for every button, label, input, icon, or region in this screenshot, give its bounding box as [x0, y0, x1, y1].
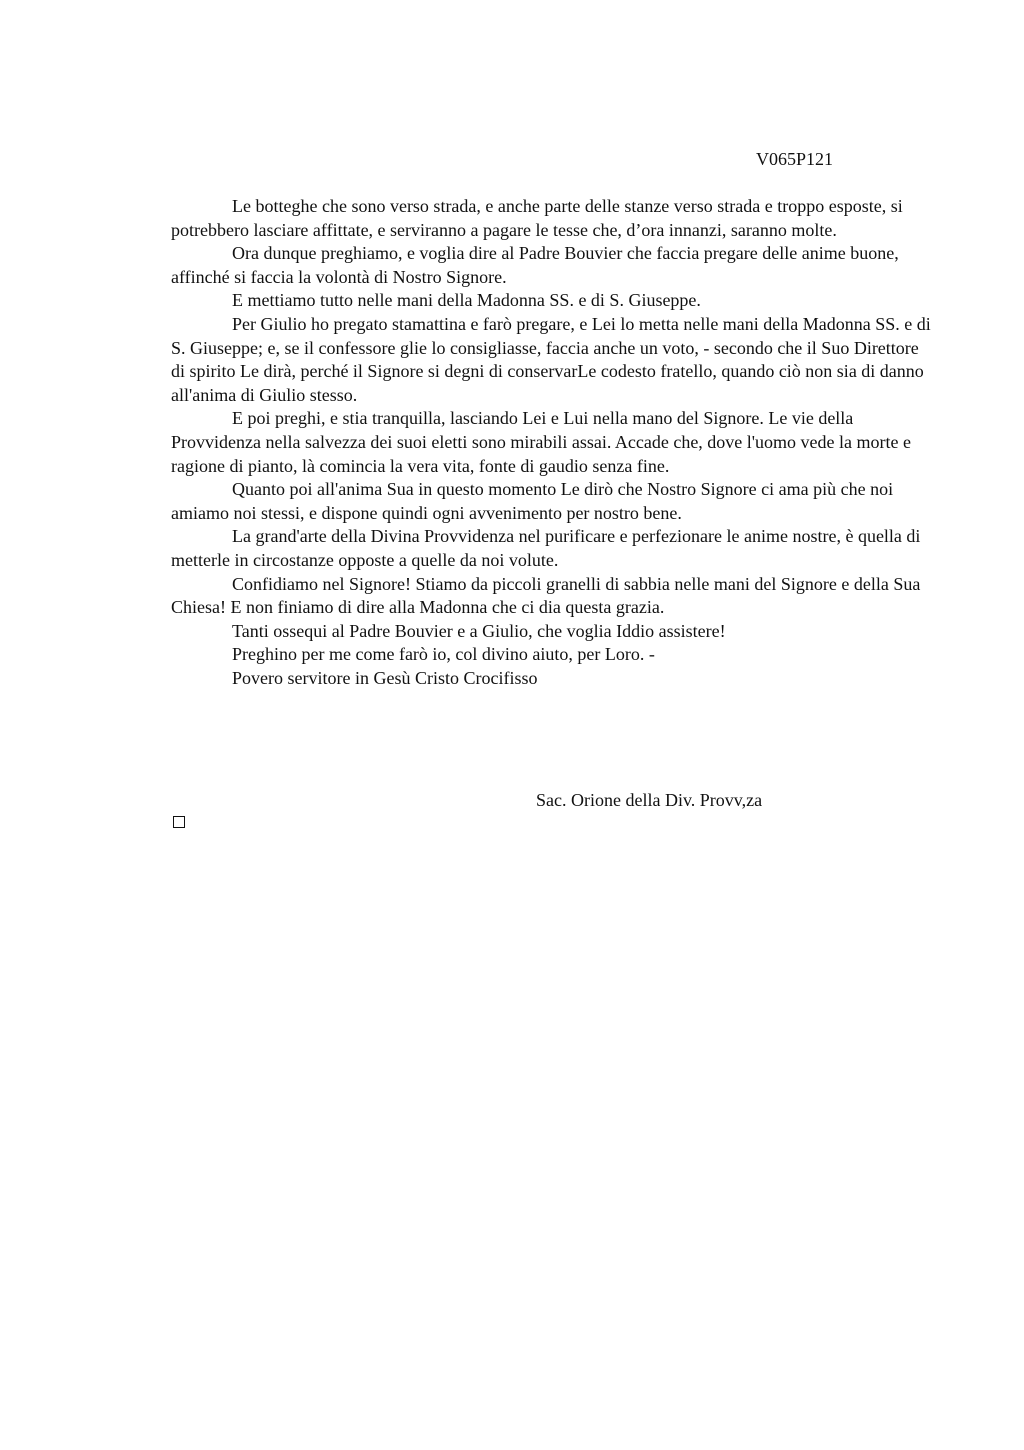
paragraph: Confidiamo nel Signore! Stiamo da piccoli granelli di sabbia nelle mani del Signore e della Sua Chiesa! E non finiamo di dire alla Madonna che ci dia questa grazia.: [171, 573, 921, 618]
paragraph: Le botteghe che sono verso strada, e anche parte delle stanze verso strada e troppo esposte, si potrebbero lasciare affittate, e serviranno a pagare le tesse che, d’ora innanzi, saranno molte.: [171, 196, 903, 240]
paragraph: Ora dunque preghiamo, e voglia dire al Padre Bouvier che faccia pregare delle anime buone, affinché si faccia la volontà di Nostro Signore.: [171, 243, 899, 287]
paragraph: Tanti ossequi al Padre Bouvier e a Giulio, che voglia Iddio assistere!: [232, 620, 726, 641]
letter-body: [171, 195, 931, 690]
paragraph: E mettiamo tutto nelle mani della Madonna SS. e di S. Giuseppe.: [232, 290, 701, 311]
paragraph: Quanto poi all'anima Sua in questo momento Le dirò che Nostro Signore ci ama più che noi amiamo noi stessi, e dispone quindi ogni avvenimento per nostro bene.: [171, 479, 894, 523]
paragraph: La grand'arte della Divina Provvidenza nel purificare e perfezionare le anime nostre, è quella di metterle in circostanze opposte a quelle da noi volute.: [171, 526, 921, 570]
closing-line: Povero servitore in Gesù Cristo Crocifisso: [232, 667, 538, 688]
signature: Sac. Orione della Div. Provv,za: [536, 790, 763, 810]
page-reference: V065P121: [756, 149, 834, 169]
paragraph: Per Giulio ho pregato stamattina e farò pregare, e Lei lo metta nelle mani della Madonna SS. e di S. Giuseppe; e, se il confessore glie lo consigliasse, faccia anche un voto, - secondo che il Suo Direttore di spirito Le dirà, perché il Signore si degni di conservarLe codesto fratello, quando ciò non sia di danno all'anima di Giulio stesso.: [171, 313, 931, 405]
empty-square-icon: [173, 816, 185, 828]
paragraph: E poi preghi, e stia tranquilla, lasciando Lei e Lui nella mano del Signore. Le vie della Provvidenza nella salvezza dei suoi eletti sono mirabili assai. Accade che, dove l'uomo vede la morte e ragione di pianto, là comincia la vera vita, fonte di gaudio senza fine.: [171, 408, 911, 476]
paragraph: Preghino per me come farò io, col divino aiuto, per Loro. -: [232, 644, 655, 665]
